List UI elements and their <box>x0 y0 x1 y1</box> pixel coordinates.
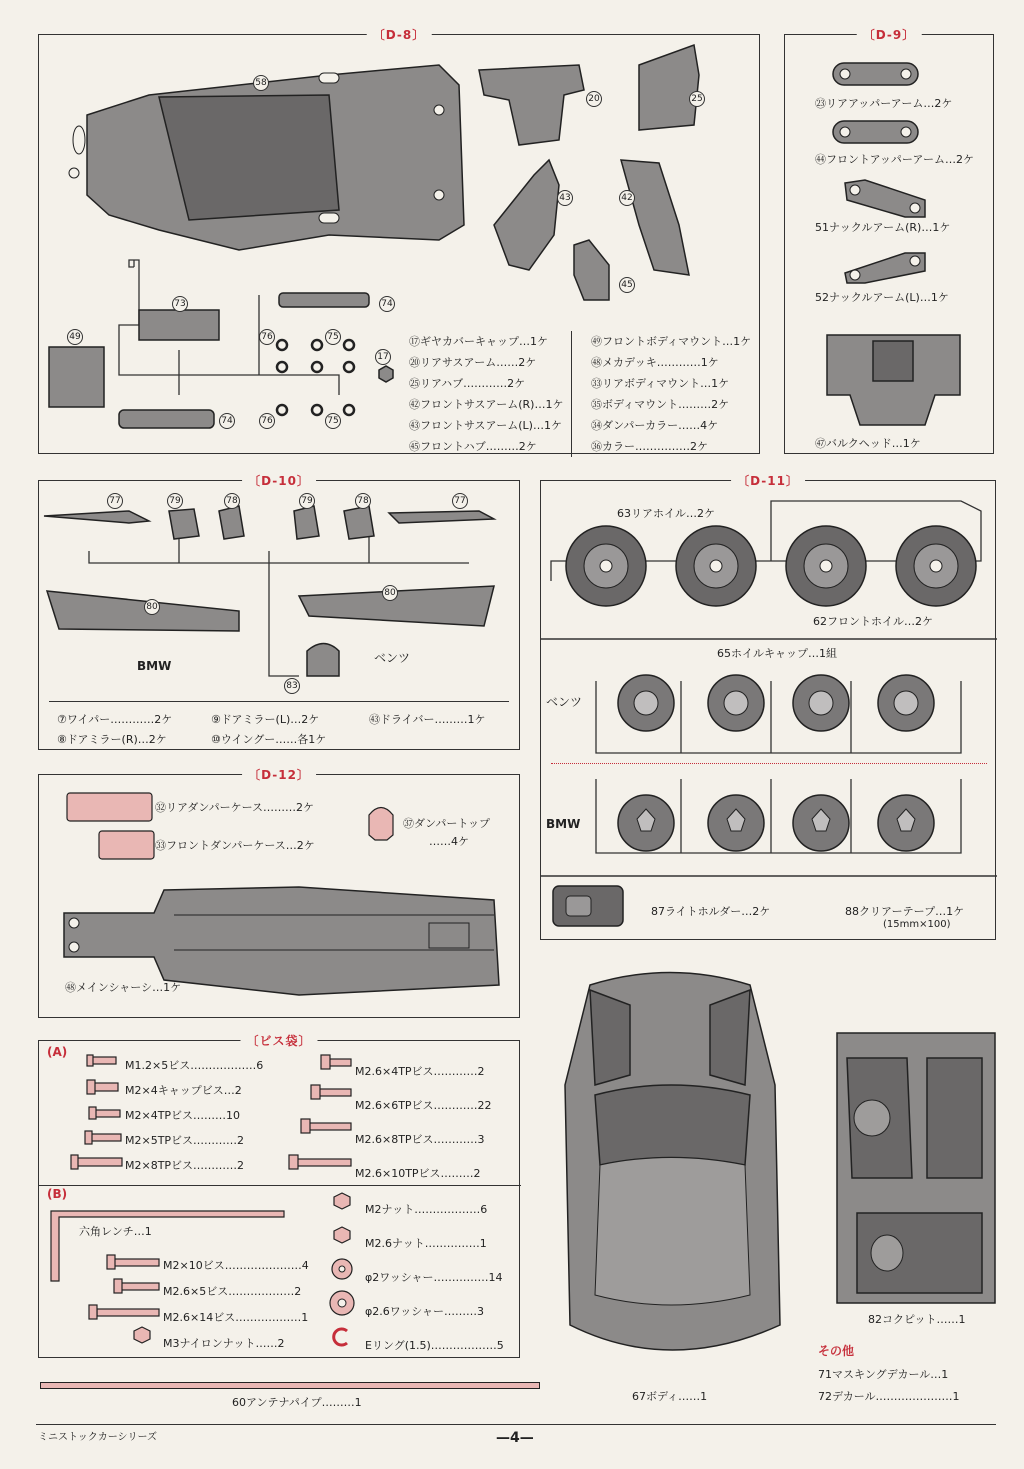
rear-damper-label: ㉜リアダンパーケース………2ケ <box>155 801 315 814</box>
screw-item: M2ナット………………6 <box>365 1203 488 1216</box>
screw-item: M2×5TPビス…………2 <box>125 1134 245 1147</box>
screw-item: M2×4キャップビス…2 <box>125 1084 242 1097</box>
part-number: 25 <box>689 91 705 107</box>
part-number: 78 <box>224 493 240 509</box>
part-number: 42 <box>619 190 635 206</box>
part-number: 80 <box>382 585 398 601</box>
section-a-label: (A) <box>47 1045 68 1059</box>
panel-d9 <box>784 28 994 454</box>
parts-list-item: 51ナックルアーム(R)…1ケ <box>815 221 951 234</box>
front-damper-label: ㉝フロントダンパーケース…2ケ <box>155 839 315 852</box>
clear-tape-label: 88クリアーテープ…1ケ <box>845 905 965 918</box>
main-chassis-label: ㊽メインシャーシ…1ケ <box>65 981 182 994</box>
part-number: 17 <box>375 349 391 365</box>
screw-item: M2×8TPビス…………2 <box>125 1159 245 1172</box>
body-label: 67ボディ……1 <box>632 1390 708 1403</box>
damper-top-label: ㊲ダンパートップ <box>403 817 491 830</box>
section-b-label: (B) <box>47 1187 68 1201</box>
parts-list-item: ㉝リアボディマウント…1ケ <box>591 377 730 390</box>
parts-list-item: 52ナックルアーム(L)…1ケ <box>815 291 949 304</box>
others-title: その他 <box>818 1344 855 1358</box>
wheel-cap-label: 65ホイルキャップ…1組 <box>717 647 837 660</box>
parts-list-item: ㊷フロントサスアーム(R)…1ケ <box>409 398 564 411</box>
screw-item: M2×4TPビス………10 <box>125 1109 241 1122</box>
part-number: 76 <box>259 329 275 345</box>
panel-title: 〔D-8〕 <box>367 26 432 43</box>
screw-list-a-left <box>125 1053 263 1178</box>
panel-d10 <box>38 474 520 750</box>
front-wheel-label: 62フロントホイル…2ケ <box>813 615 933 628</box>
screw-item: M3ナイロンナット……2 <box>163 1337 285 1350</box>
part-number: 43 <box>557 190 573 206</box>
part-number: 78 <box>355 493 371 509</box>
screw-item: φ2.6ワッシャー………3 <box>365 1305 484 1318</box>
others-item: 72デカール…………………1 <box>818 1390 960 1403</box>
panel-title: 〔D-10〕 <box>242 472 316 489</box>
dotted-divider <box>551 763 987 764</box>
part-number: 77 <box>452 493 468 509</box>
series-title: ミニストックカーシリーズ <box>38 1432 157 1443</box>
parts-list-item: ⑩ウイングー……各1ケ <box>211 733 327 746</box>
screw-list-b-left <box>163 1253 309 1357</box>
screw-item: M2.6×5ビス………………2 <box>163 1285 302 1298</box>
parts-list-right <box>591 331 751 457</box>
antenna-pipe <box>40 1382 540 1389</box>
damper-top-qty: ……4ケ <box>429 835 469 848</box>
screw-item: Eリング(1.5)………………5 <box>365 1339 504 1352</box>
benz-label: ベンツ <box>374 651 411 665</box>
parts-list-item: ㉕リアハブ…………2ケ <box>409 377 526 390</box>
screw-item: M2.6×14ビス………………1 <box>163 1311 309 1324</box>
d11-parts <box>541 481 997 941</box>
screw-item: M2.6×6TPビス…………22 <box>355 1099 492 1112</box>
bmw-label: BMW <box>546 817 581 831</box>
divider <box>49 701 509 702</box>
hex-wrench-label: 六角レンチ…1 <box>79 1225 152 1238</box>
part-number: 45 <box>619 277 635 293</box>
part-number: 83 <box>284 678 300 694</box>
panel-d8 <box>38 28 760 454</box>
antenna-label: 60アンテナパイプ………1 <box>232 1396 362 1409</box>
part-number: 20 <box>586 91 602 107</box>
part-number: 75 <box>325 413 341 429</box>
parts-list-left <box>409 331 572 457</box>
screw-item: M2.6×8TPビス…………3 <box>355 1133 485 1146</box>
panel-screws <box>38 1034 520 1358</box>
footer-rule <box>36 1424 996 1425</box>
others-item: 71マスキングデカール…1 <box>818 1368 949 1381</box>
screw-list-a-right <box>355 1055 492 1191</box>
clear-tape-size: (15mm×100) <box>883 919 951 930</box>
part-number: 76 <box>259 413 275 429</box>
screw-item: M1.2×5ビス………………6 <box>125 1059 264 1072</box>
panel-d12 <box>38 768 520 1018</box>
parts-list-item: ㊹フロントアッパーアーム…2ケ <box>815 153 975 166</box>
part-number: 49 <box>67 329 83 345</box>
parts-list-item: ㊱カラー……………2ケ <box>591 440 708 453</box>
panel-title: 〔ビス袋〕 <box>240 1032 317 1049</box>
part-number: 73 <box>172 296 188 312</box>
benz-label: ベンツ <box>546 695 583 709</box>
screw-item: M2.6×4TPビス…………2 <box>355 1065 485 1078</box>
part-number: 74 <box>219 413 235 429</box>
screw-item: M2×10ビス…………………4 <box>163 1259 309 1272</box>
parts-list-item: ㉓リアアッパーアーム…2ケ <box>815 97 953 110</box>
parts-list-item: ㊾フロントボディマウント…1ケ <box>591 335 752 348</box>
part-number: 77 <box>107 493 123 509</box>
panel-title: 〔D-9〕 <box>857 26 922 43</box>
parts-list-item: ㊺フロントハブ………2ケ <box>409 440 537 453</box>
part-number: 79 <box>299 493 315 509</box>
parts-list-item: ⑧ドアミラー(R)…2ケ <box>57 733 167 746</box>
parts-list-item: ㉞ダンパーカラー……4ケ <box>591 419 719 432</box>
light-holder-label: 87ライトホルダー…2ケ <box>651 905 771 918</box>
cockpit-label: 82コクピット……1 <box>868 1313 966 1326</box>
parts-list-item: ㊸ドライバー………1ケ <box>369 713 486 726</box>
parts-list-item: ㊸フロントサスアーム(L)…1ケ <box>409 419 562 432</box>
parts-list-item: ㉟ボディマウント………2ケ <box>591 398 730 411</box>
part-number: 74 <box>379 296 395 312</box>
cockpit-part <box>832 1028 1000 1308</box>
part-number: 75 <box>325 329 341 345</box>
screw-item: φ2ワッシャー……………14 <box>365 1271 503 1284</box>
bmw-label: BMW <box>137 659 172 673</box>
parts-list-item: ⑳リアサスアーム……2ケ <box>409 356 537 369</box>
page-number: —4— <box>496 1430 534 1446</box>
parts-list-item: ⑰ギヤカバーキャップ…1ケ <box>409 335 548 348</box>
rear-wheel-label: 63リアホイル…2ケ <box>617 507 715 520</box>
panel-title: 〔D-12〕 <box>242 766 316 783</box>
part-number: 80 <box>144 599 160 615</box>
parts-list-item: ⑨ドアミラー(L)…2ケ <box>211 713 320 726</box>
parts-list-item: ⑦ワイパー…………2ケ <box>57 713 173 726</box>
parts-list-item: ㊼バルクヘッド…1ケ <box>815 437 921 450</box>
panel-title: 〔D-11〕 <box>731 472 805 489</box>
part-number: 79 <box>167 493 183 509</box>
screw-item: M2.6×10TPビス………2 <box>355 1167 481 1180</box>
part-number: 58 <box>253 75 269 91</box>
screw-item: M2.6ナット……………1 <box>365 1237 487 1250</box>
screw-list-b-right <box>365 1193 504 1363</box>
panel-d11 <box>540 474 996 940</box>
car-body <box>560 965 780 1385</box>
parts-list-item: ㊽メカデッキ…………1ケ <box>591 356 719 369</box>
